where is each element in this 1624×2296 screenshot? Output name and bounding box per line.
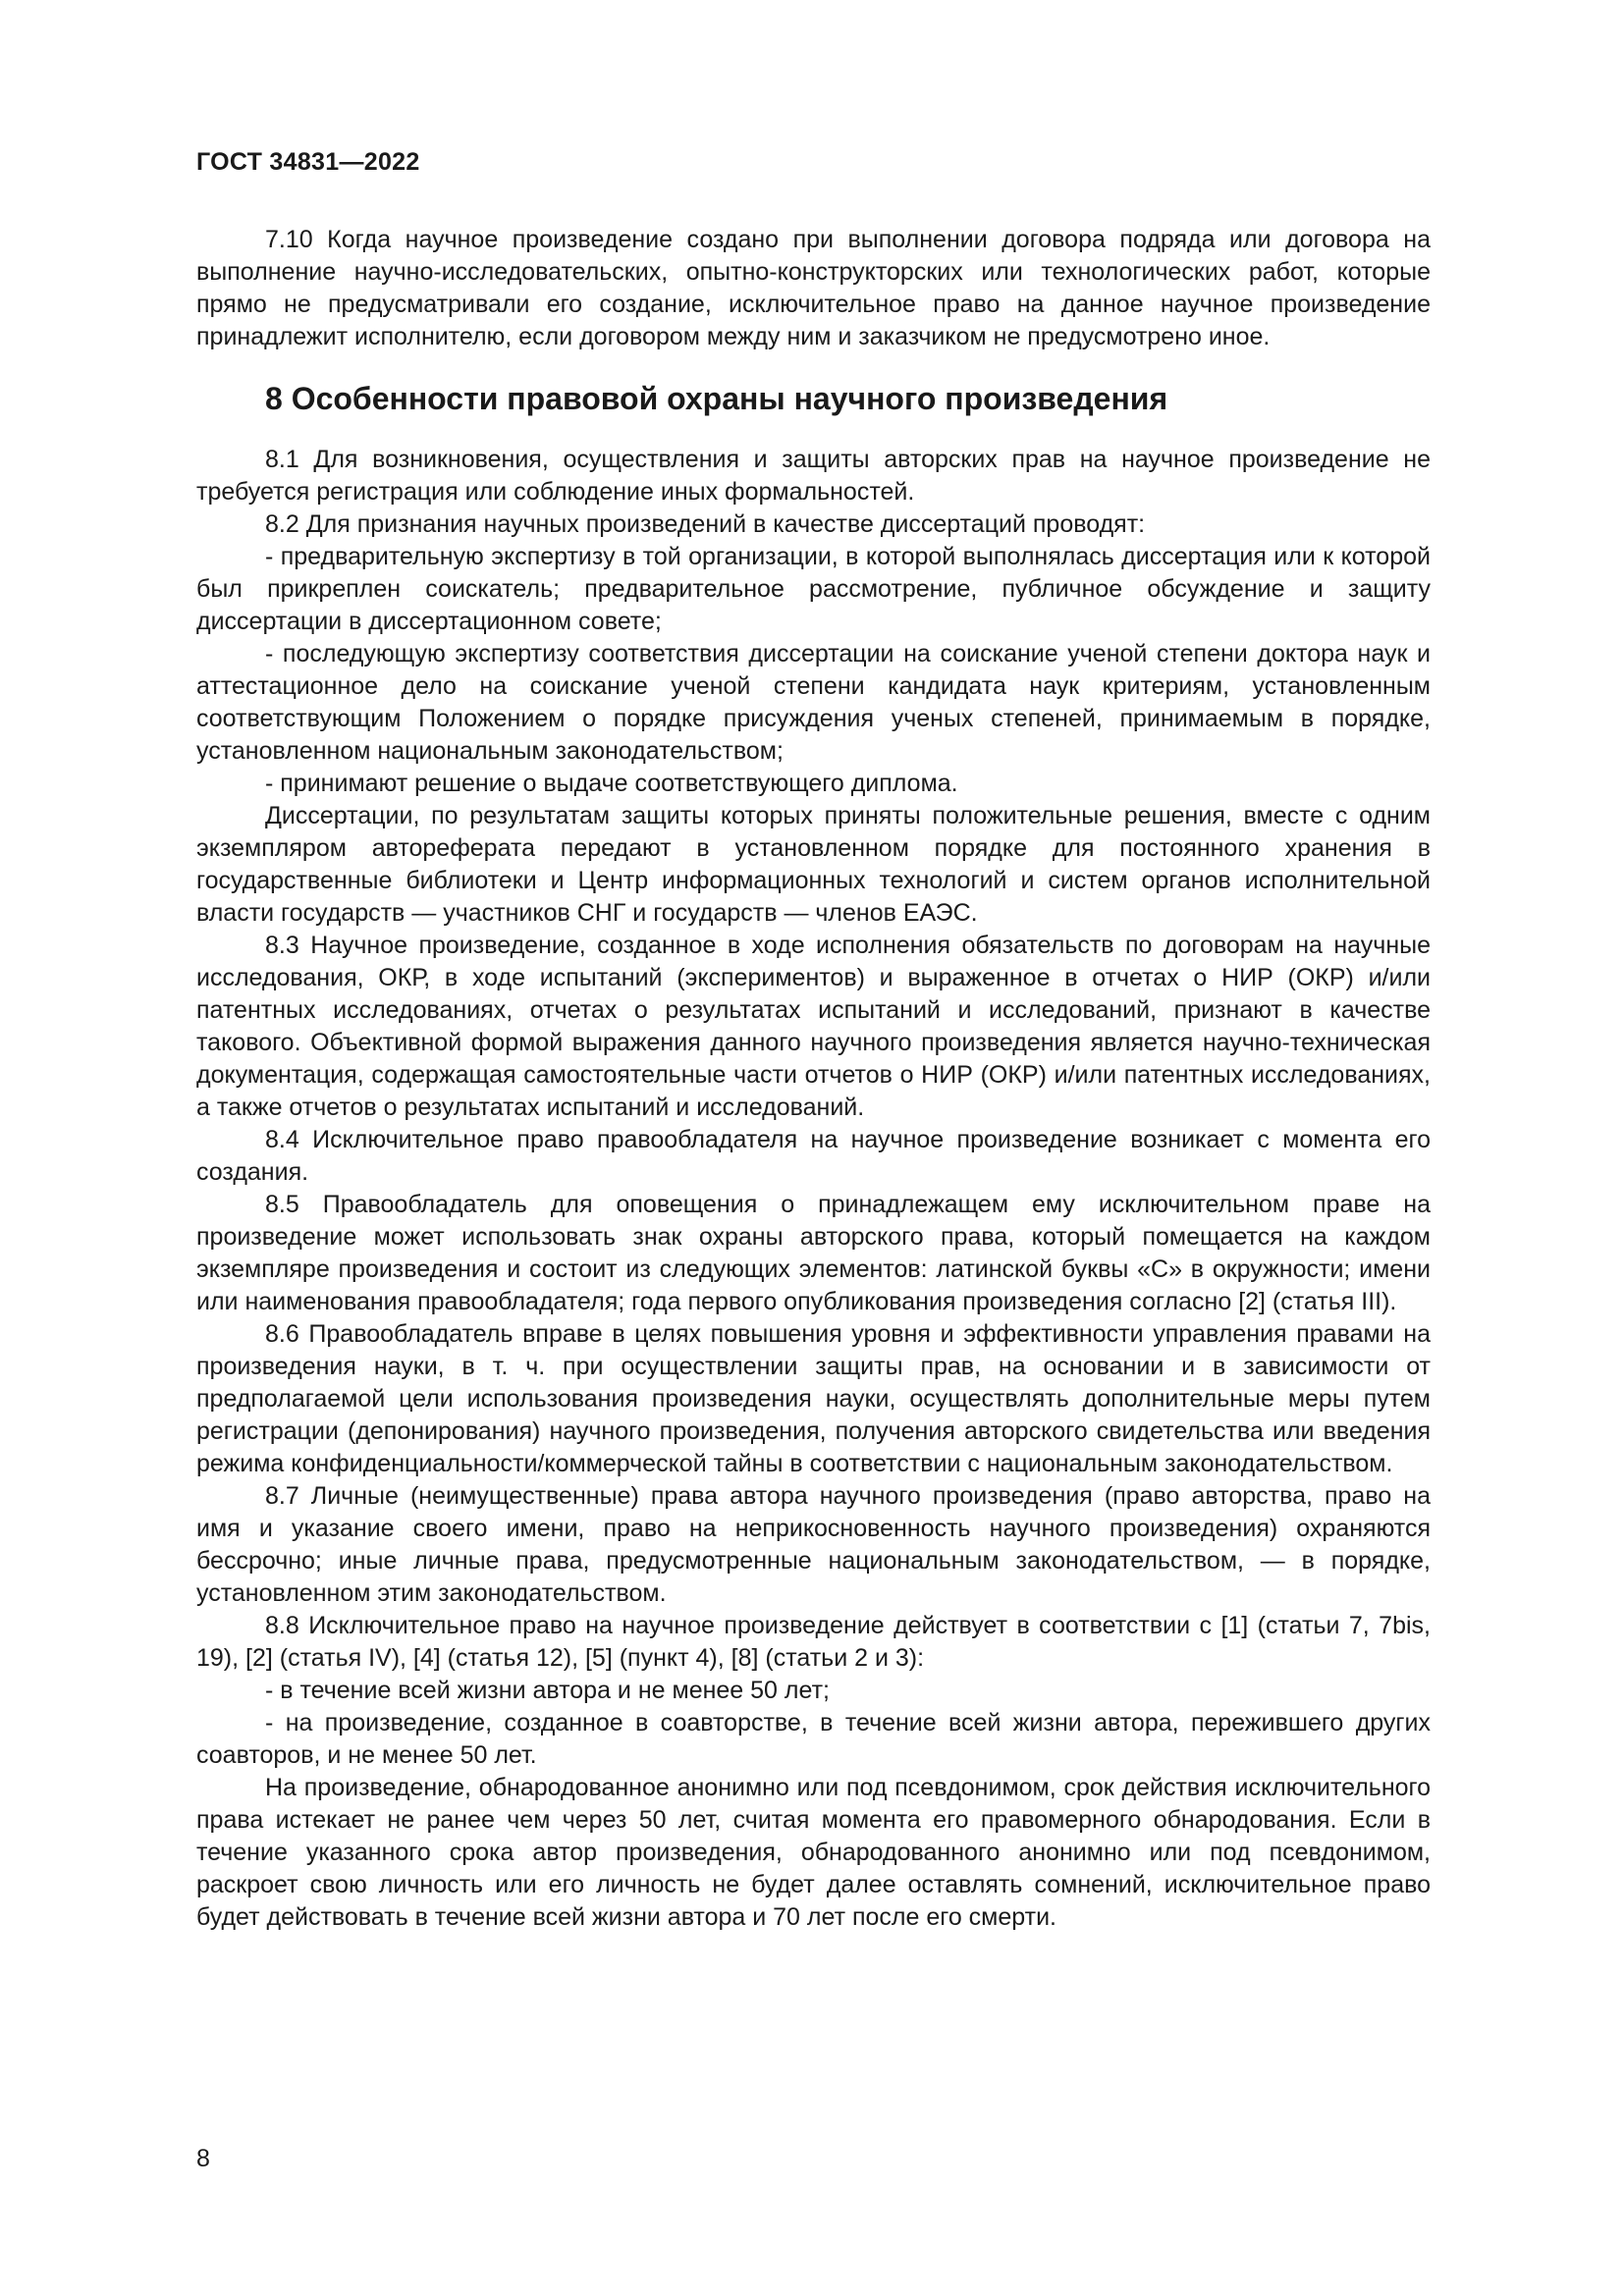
paragraph-dissertations: Диссертации, по результатам защиты которых приняты положительные решения, вместе с одним экземпляром автореферата передают в установленном порядке для постоянного хранения в государственные библиотеки и Центр информационных технологий и систем органов исполнительной власти государств — участников СНГ и государств — членов ЕАЭС. [196, 802, 1431, 927]
document-header: ГОСТ 34831—2022 [196, 148, 420, 176]
paragraph-anonymous-works: На произведение, обнародованное анонимно или под псевдонимом, срок действия исключительного права истекает не ранее чем через 50 лет, считая момента его правомерного обнародования. Если в течение указанного срока автор произведения, обнародованного анонимно или под псевдонимом, раскроет свою личность или его личность не будет далее оставлять сомнений, исключительное право будет действовать в течение всей жизни автора и 70 лет после его смерти. [196, 1774, 1431, 1931]
section-heading: 8 Особенности правовой охраны научного произведения [265, 381, 1168, 416]
list-item: - на произведение, созданное в соавторстве, в течение всей жизни автора, пережившего других соавторов, и не менее 50 лет. [196, 1709, 1431, 1769]
list-item: - принимают решение о выдаче соответствующего диплома. [265, 770, 958, 797]
document-body [196, 224, 1431, 1934]
paragraph-8-6: 8.6 Правообладатель вправе в целях повышения уровня и эффективности управления правами на произведения науки, в т. ч. при осуществлении защиты прав, на основании и в зависимости от предполагаемой цели использования произведения науки, осуществлять дополнительные меры путем регистрации (депонирования) научного произведения, получения авторского свидетельства или введения режима конфиденциальности/коммерческой тайны в соответствии с национальным законодательством. [196, 1320, 1431, 1477]
paragraph-8-5: 8.5 Правообладатель для оповещения о принадлежащем ему исключительном праве на произведение может использовать знак охраны авторского права, который помещается на каждом экземпляре произведения и состоит из следующих элементов: латинской буквы «С» в окружности; имени или наименования правообладателя; года первого опубликования произведения согласно [2] (статья III). [196, 1191, 1431, 1315]
paragraph-8-1: 8.1 Для возникновения, осуществления и защиты авторских прав на научное произведение не требуется регистрация или соблюдение иных формальностей. [196, 446, 1431, 506]
paragraph-8-3: 8.3 Научное произведение, созданное в ходе исполнения обязательств по договорам на научные исследования, ОКР, в ходе испытаний (экспериментов) и выраженное в отчетах о НИР (ОКР) и/или патентных исследованиях, отчетах о результатах испытаний и исследований, признают в качестве такового. Объективной формой выражения данного научного произведения является научно-техническая документация, содержащая самостоятельные части отчетов о НИР (ОКР) и/или патентных исследованиях, а также отчетов о результатах испытаний и исследований. [196, 932, 1431, 1121]
paragraph-8-4: 8.4 Исключительное право правообладателя на научное произведение возникает с момента его создания. [196, 1126, 1431, 1186]
paragraph-8-8: 8.8 Исключительное право на научное произведение действует в соответствии с [1] (статьи 7, 7bis, 19), [2] (статья IV), [4] (статья 12), [5] (пункт 4), [8] (статьи 2 и 3): [196, 1612, 1431, 1672]
paragraph-8-2: 8.2 Для признания научных произведений в качестве диссертаций проводят: [265, 510, 1146, 538]
page-number: 8 [196, 2145, 210, 2172]
list-item: - последующую экспертизу соответствия диссертации на соискание ученой степени доктора наук и аттестационное дело на соискание ученой степени кандидата наук критериям, установленным соответствующим Положением о порядке присуждения ученых степеней, принимаемым в порядке, установленном национальным законодательством; [196, 640, 1431, 765]
paragraph-8-7: 8.7 Личные (неимущественные) права автора научного произведения (право авторства, право на имя и указание своего имени, право на неприкосновенность научного произведения) охраняются бессрочно; иные личные права, предусмотренные национальным законодательством, — в порядке, установленном этим законодательством. [196, 1482, 1431, 1607]
list-item: - предварительную экспертизу в той организации, в которой выполнялась диссертация или к которой был прикреплен соискатель; предварительное рассмотрение, публичное обсуждение и защиту диссертации в диссертационном совете; [196, 543, 1431, 635]
list-item: - в течение всей жизни автора и не менее 50 лет; [265, 1677, 830, 1704]
paragraph-7-10: 7.10 Когда научное произведение создано при выполнении договора подряда или договора на выполнение научно-исследовательских, опытно-конструкторских или технологических работ, которые прямо не предусматривали его создание, исключительное право на данное научное произведение принадлежит исполнителю, если договором между ним и заказчиком не предусмотрено иное. [196, 226, 1431, 350]
